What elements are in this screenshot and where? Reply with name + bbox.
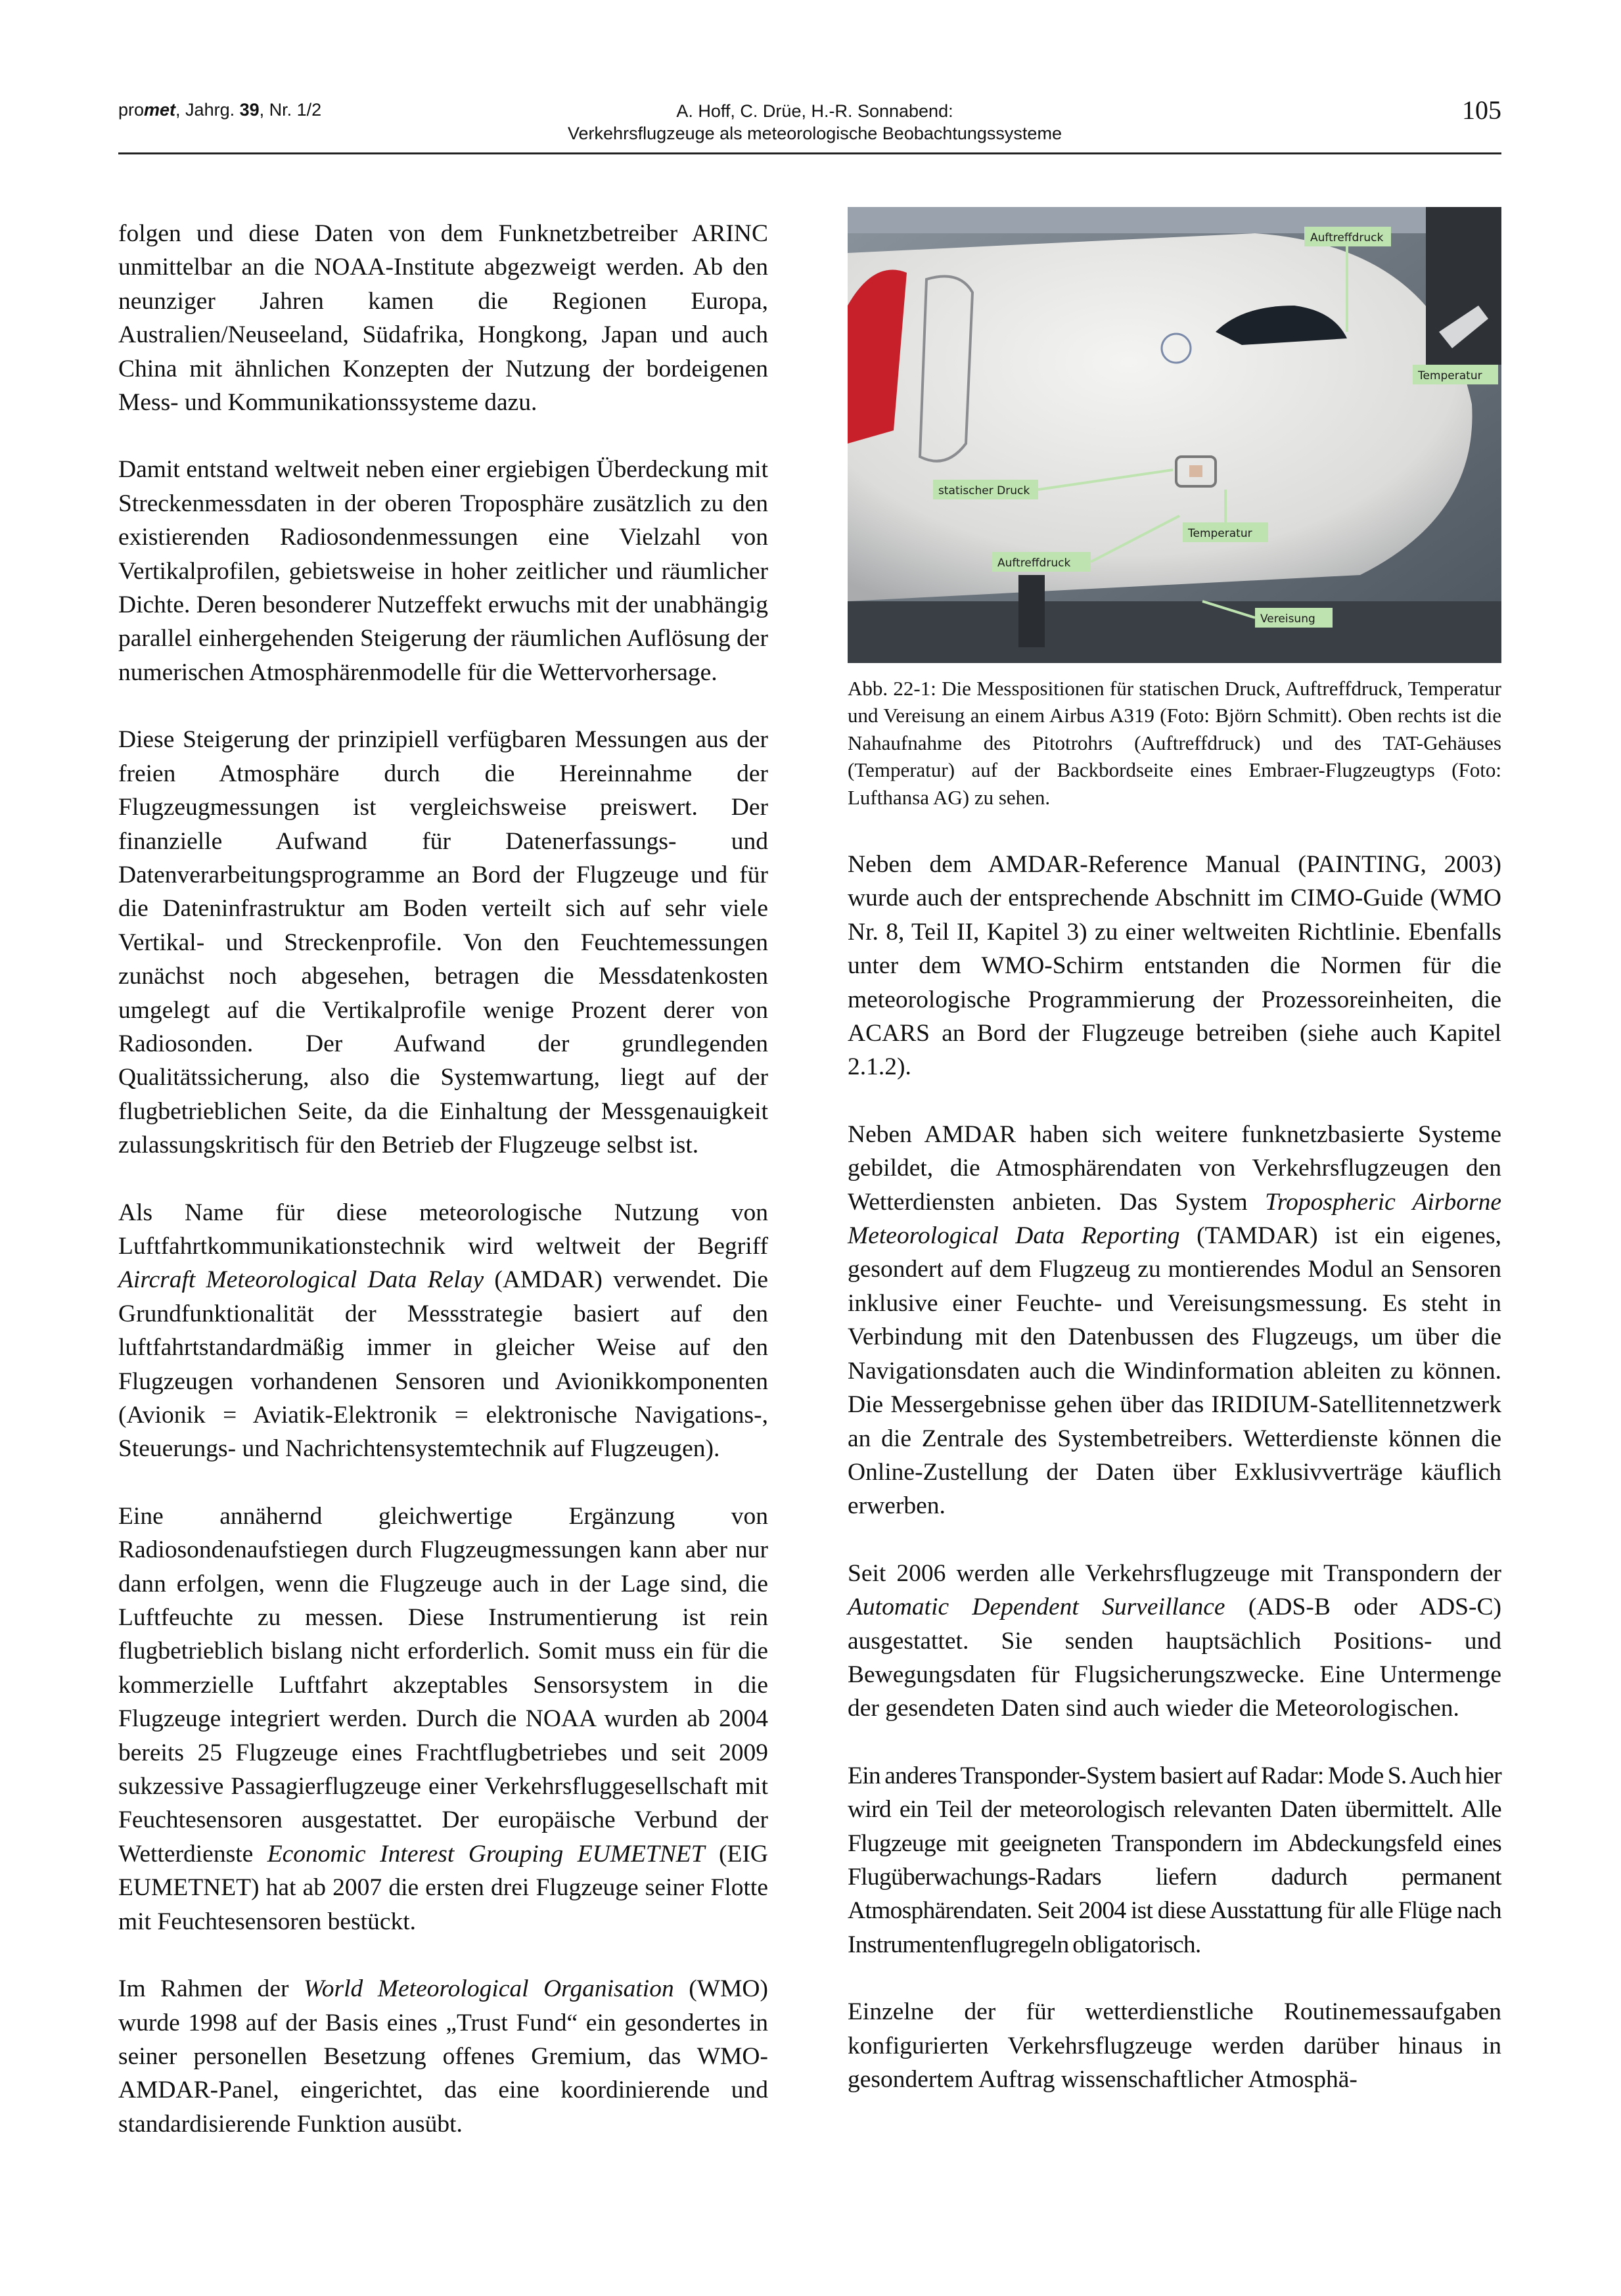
label-auftreffdruck-bottom: Auftreffdruck [997, 557, 1071, 570]
journal-reference: promet, Jahrg. 39, Nr. 1/2 [118, 100, 322, 120]
term-amdar: Aircraft Meteorological Data Relay [118, 1266, 484, 1294]
page-number: 105 [1462, 95, 1501, 125]
right-text-column [848, 848, 1501, 2130]
inset-probe-closeup [1426, 207, 1501, 365]
paragraph: Eine annähernd gleichwertige Ergänzung von Radiosondenaufstiegen durch Flugzeugmessungen kann aber nur dann erfolgen, wenn die Flugzeuge auch in der Lage sind, die Luftfeuchte zu messen. Diese Instrumentierung ist rein flugbetrieblich bislang nicht erforderlich. Somit muss ein für die kommerzielle Luftfahrt akzeptables Sensorsystem in die Flugzeuge integriert werden. Durch die NOAA wurden ab 2004 bereits 25 Flugzeuge eines Frachtflugbetriebes und seit 2009 sukzessive Passagierflugzeuge einer Verkehrsfluggesellschaft mit Feuchtesensoren ausgestattet. Der europäische Verbund der Wetterdienste Economic Interest Grouping EUMETNET (EIG EUMETNET) hat ab 2007 die ersten drei Flugzeuge seiner Flotte mit Feuchtesensoren bestückt. [118, 1502, 768, 1935]
paragraph: Ein anderes Transponder-System basiert auf Radar: Mode S. Auch hier wird ein Teil der meteorologisch relevanten Daten übermittelt. Alle Flugzeuge mit geeigneten Transpondern im Abdeckungsfeld eines Flugüberwachungs-Radars liefern dadurch permanent Atmosphärendaten. Seit 2004 ist diese Ausstattung für alle Flüge nach Instrumentenflugregeln obligatorisch. [848, 1762, 1501, 1958]
volume-number: 39 [239, 100, 260, 120]
figure-caption: Abb. 22-1: Die Messpositionen für statischen Druck, Auftreffdruck, Temperatur und Vereisung an einem Airbus A319 (Foto: Björn Schmitt). Oben rechts ist die Nahaufnahme des Pitotrohrs (Auftreffdruck) und des TAT-Gehäuses (Temperatur) auf der Backbordseite eines Embraer-Flugzeugtyps (Foto: Lufthansa AG) zu sehen. [848, 677, 1501, 809]
label-auftreffdruck-top: Auftreffdruck [1310, 231, 1384, 244]
paragraph: Seit 2006 werden alle Verkehrsflugzeuge mit Transpondern der Automatic Dependent Surveillance (ADS-B oder ADS-C) ausgestattet. Sie senden hauptsächlich Positions- und Bewegungsdaten für Flugsicherungszwecke. Eine Untermenge der gesendeten Daten sind auch wieder die Meteorologischen. [848, 1559, 1502, 1722]
paragraph: Neben dem AMDAR-Reference Manual (PAINTING, 2003) wurde auch der entsprechende Abschnitt im CIMO-Guide (WMO Nr. 8, Teil II, Kapitel 3) zu einer weltweiten Richtlinie. Ebenfalls unter dem WMO-Schirm entstanden die Normen für die meteorologische Programmierung der Prozessoreinheiten, die ACARS an Bord der Flugzeuge betreiben (siehe auch Kapitel 2.1.2). [848, 851, 1501, 1081]
paragraph: Im Rahmen der World Meteorological Organisation (WMO) wurde 1998 auf der Basis eines „Trust Fund“ ein gesondertes in seiner personellen Besetzung offenes Gremium, das WMO-AMDAR-Panel, eingerichtet, das eine koordinierende und standardisierende Funktion ausübt. [118, 1975, 768, 2138]
fuselage-shape [848, 233, 1473, 601]
header-authors: A. Hoff, C. Drüe, H.-R. Sonnabend: [676, 101, 953, 121]
header-title-block [421, 100, 1209, 145]
term-tamdar: Tropospheric Airborne Meteorological Data Reporting [848, 1188, 1501, 1250]
term-ads: Automatic Dependent Surveillance [848, 1594, 1225, 1621]
label-temperatur-bottom: Temperatur [1188, 527, 1252, 540]
header-article-title: Verkehrsflugzeuge als meteorologische Beobachtungssysteme [568, 124, 1062, 143]
label-temperatur-top: Temperatur [1418, 369, 1482, 382]
paragraph: Als Name für diese meteorologische Nutzung von Luftfahrtkommunikationstechnik wird weltweit der Begriff Aircraft Meteorological Data Relay (AMDAR) verwendet. Die Grundfunktionalität der Messstrategie basiert auf den luftfahrtstandardmäßig immer in gleicher Weise auf den Flugzeugen vorhandenen Sensoren und Avionikkomponenten (Avionik = Aviatik-Elektronik = elektronische Navigations-, Steuerungs- und Nachrichtensystemtechnik auf Flugzeugen). [118, 1199, 768, 1463]
term-eumetnet: Economic Interest Grouping EUMETNET [267, 1840, 705, 1868]
paragraph: Diese Steigerung der prinzipiell verfügbaren Messungen aus der freien Atmosphäre durch die Hereinnahme der Flugzeugmessungen ist vergleichsweise preiswert. Der finanzielle Aufwand für Datenerfassungs- und Datenverarbeitungsprogramme an Bord der Flugzeuge und für die Dateninfrastruktur am Boden verteilt sich auf sehr viele Vertikal- und Streckenprofile. Von den Feuchtemessungen zunächst noch abgesehen, betragen die Messdatenkosten umgelegt auf die Vertikalprofile wenige Prozent derer von Radiosonden. Der Aufwand der grundlegenden Qualitätssicherung, also die Systemwartung, liegt auf der flugbetrieblichen Seite, da die Einhaltung der Messgenauigkeit zulassungskritisch für den Betrieb der Flugzeuge selbst ist. [118, 726, 768, 1159]
label-vereisung: Vereisung [1260, 612, 1315, 626]
term-wmo: World Meteorological Organisation [303, 1975, 674, 2003]
paragraph: folgen und diese Daten von dem Funknetzbetreiber ARINC unmittelbar an die NOAA-Institute abgezweigt werden. Ab den neunziger Jahren kamen die Regionen Europa, Australien/Neuseeland, Südafrika, Hongkong, Japan und auch China mit ähnlichen Konzepten der Nutzung der bordeigenen Mess- und Kommunikationssysteme dazu. [118, 220, 768, 417]
running-header [118, 95, 1501, 154]
paragraph: Damit entstand weltweit neben einer ergiebigen Überdeckung mit Streckenmessdaten in der oberen Troposphäre zusätzlich zu den existierenden Radiosondenmessungen eine Vielzahl von Vertikalprofilen, gebietsweise in hoher zeitlicher und räumlicher Dichte. Deren besonderer Nutzeffekt erwuchs mit der unabhängig parallel einhergehenden Steigerung der räumlichen Auflösung der numerischen Atmosphärenmodelle für die Wettervorhersage. [118, 456, 768, 686]
left-text-column [118, 217, 768, 2174]
aircraft-illustration [848, 207, 1501, 663]
paragraph: Einzelne der für wetterdienstliche Routinemessaufgaben konfigurierten Verkehrsflugzeuge werden darüber hinaus in gesondertem Auftrag wissenschaftlicher Atmosphä- [848, 1998, 1501, 2093]
aircraft-nose-photo [848, 207, 1501, 663]
paragraph: Neben AMDAR haben sich weitere funknetzbasierte Systeme gebildet, die Atmosphärendaten von Verkehrsflugzeugen den Wetterdiensten anbieten. Das System Tropospheric Airborne Meteorological Data Reporting (TAMDAR) ist ein eigenes, gesondert auf dem Flugzeug zu montierendes Modul an Sensoren inklusive einer Feuchte- und Vereisungsmessung. Es steht in Verbindung mit den Datenbussen des Flugzeugs, um über die Navigationsdaten auch die Windinformation ableiten zu können. Die Messergebnisse gehen über das IRIDIUM-Satellitennetzwerk an die Zentrale des Systembetreibers. Wetterdienste können die Online-Zustellung der Daten über Exklusivverträge käuflich erwerben. [848, 1120, 1501, 1520]
label-statischer-druck: statischer Druck [938, 484, 1030, 497]
